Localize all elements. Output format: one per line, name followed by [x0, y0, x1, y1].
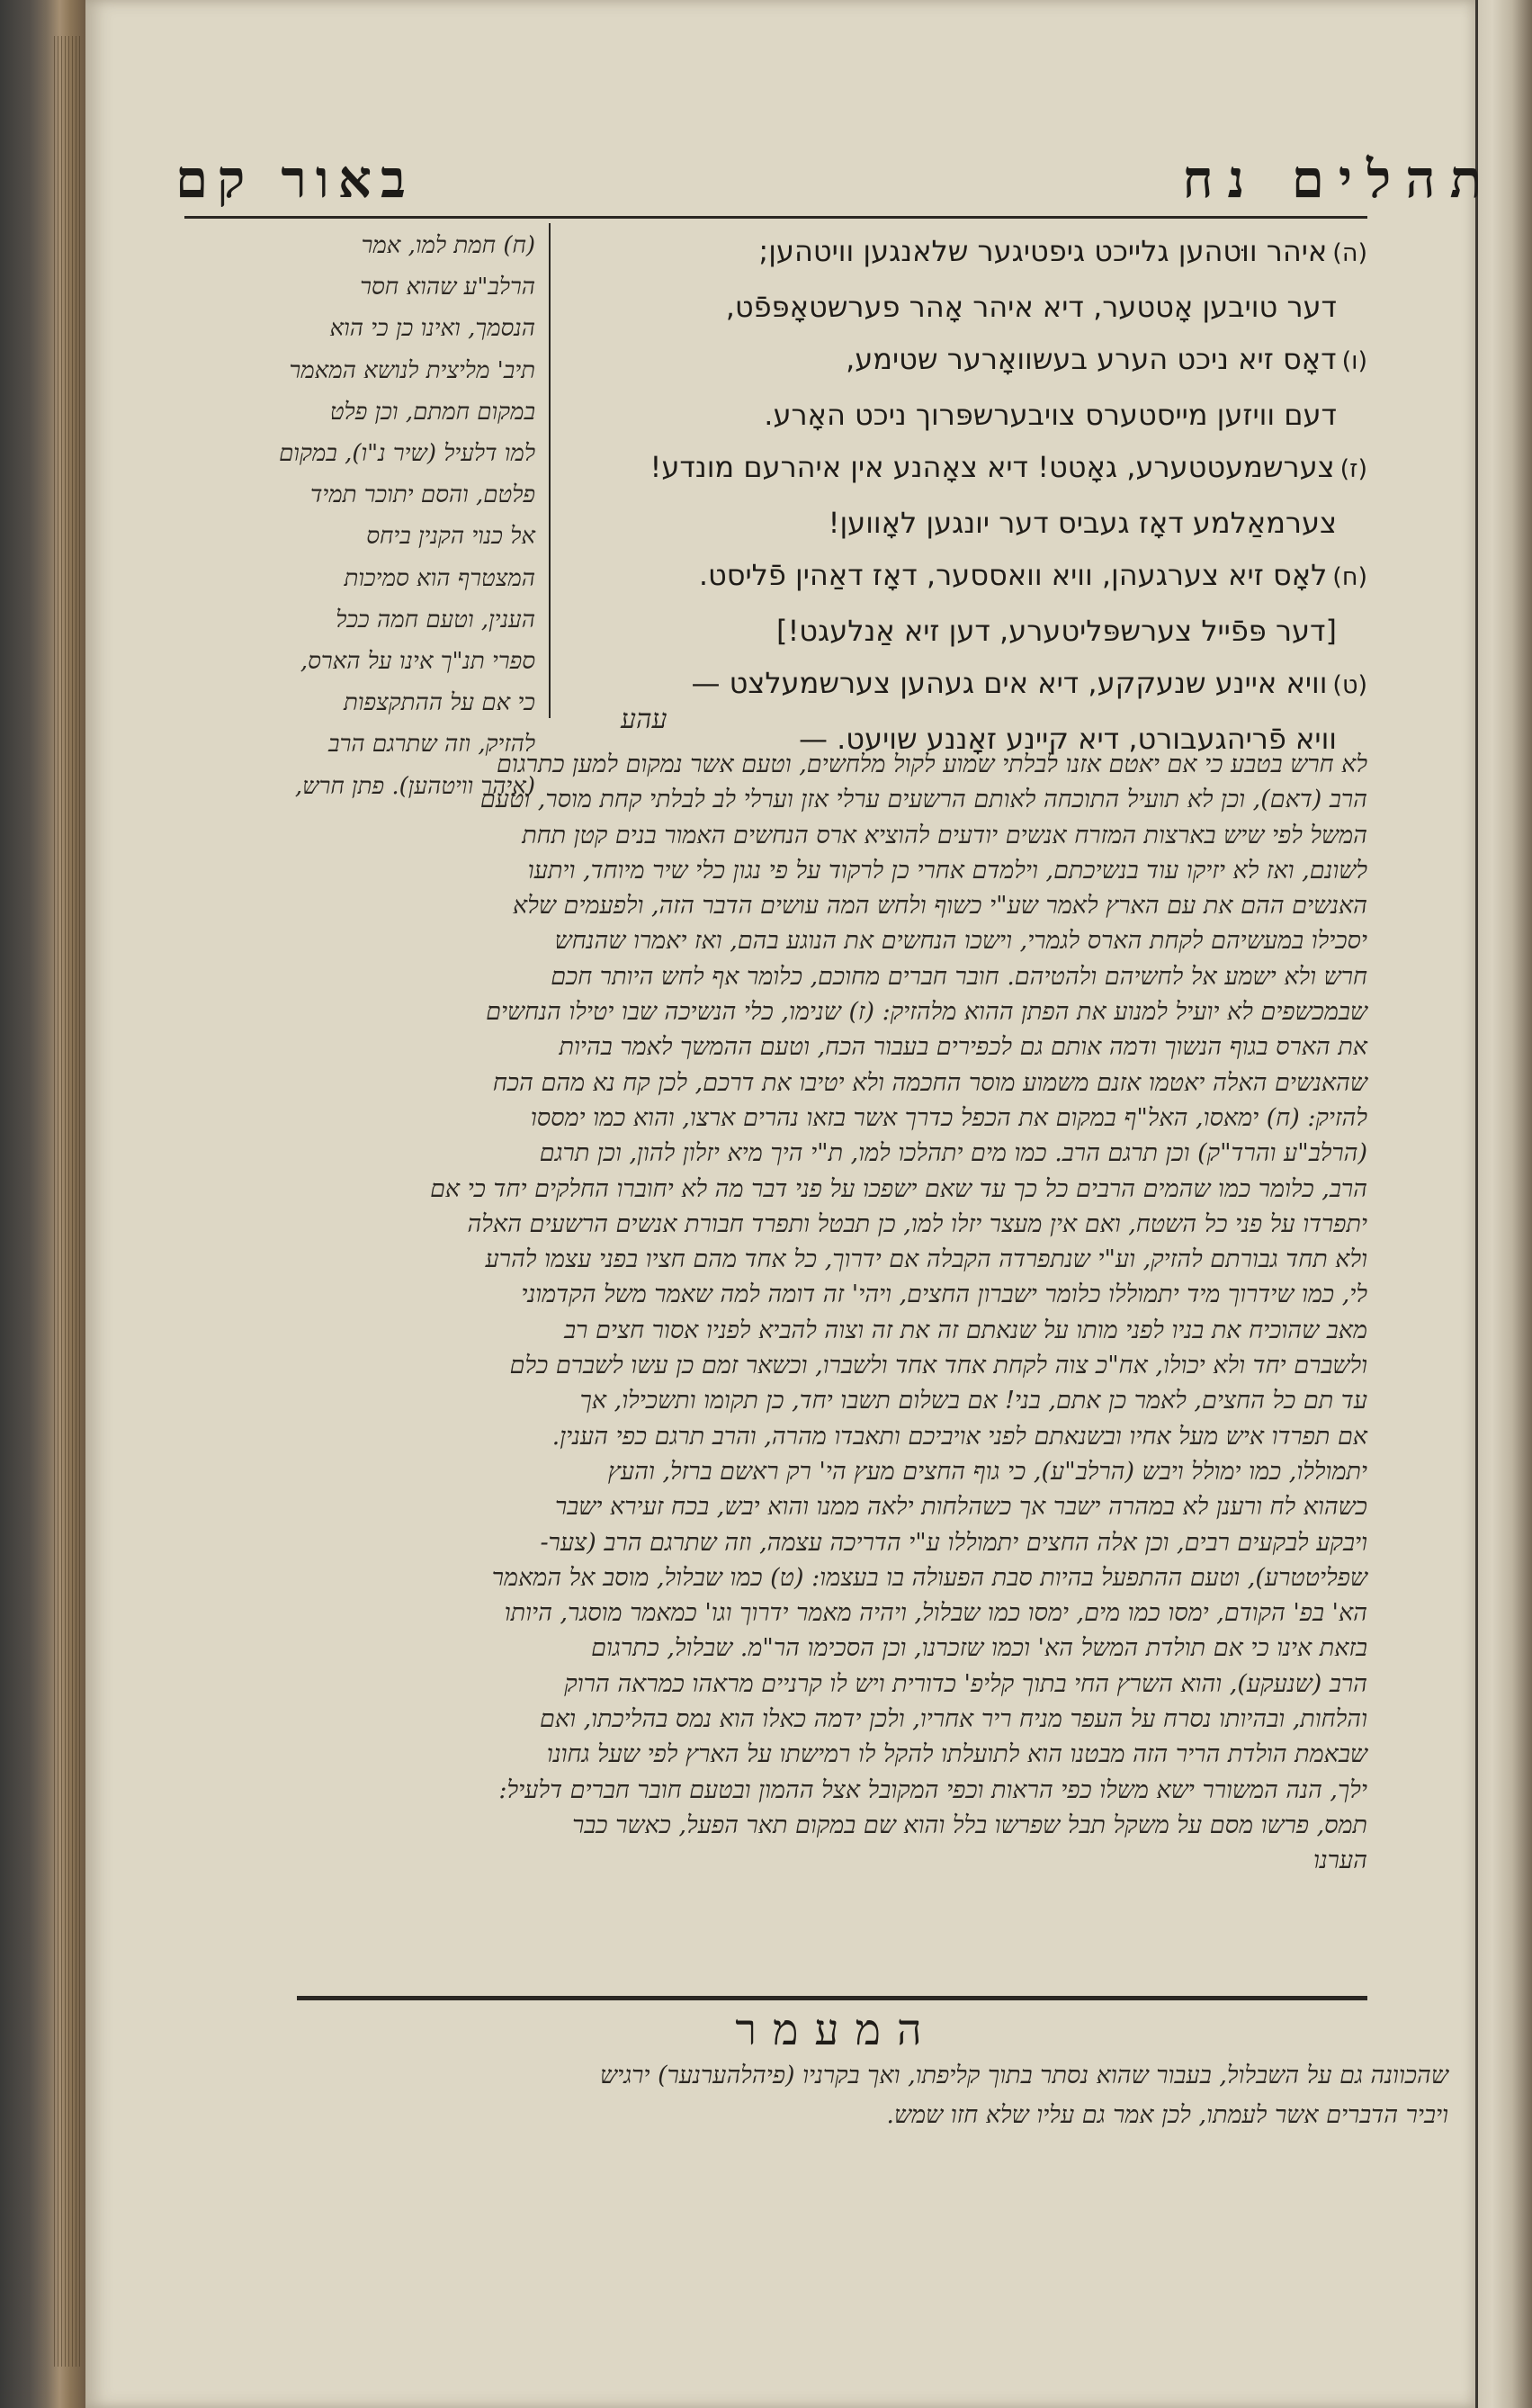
commentary-line: את הארס בגוף הנשוך ודמה אותם גם לכפירים בעבור הכח, וטעם ההמשך לאמר בהיות [559, 1033, 1367, 1062]
commentary-line: חרש ולא ישמע אל לחשיהם ולהטיהם. חובר חברים מחוכם, כלומר אף לחש היותר חכם [551, 962, 1367, 991]
commentary-line: שבאמת הולדת הריר הזה מבטנו הוא לתועלתו להקל לו רמישתו על הארץ לפי שעל גחונו [546, 1740, 1367, 1769]
verse-number: (ה) [1332, 239, 1367, 267]
commentary-line: לי, כמו שידרוך מיד יתמוללו כלומר ישברון החצים, ויהי' זה דומה למה שאמר משל הקדמוני [521, 1280, 1367, 1309]
verse-text: וויא פֿריהגעבורט, דיא קיינע זאָננע שויעט. — [798, 721, 1337, 756]
adjacent-page-edge [1475, 0, 1532, 2408]
main-commentary [184, 747, 1367, 1879]
commentary-line: למו דלעיל (שיר נ"ו), במקום [279, 440, 535, 468]
commentary-line: ויבקע לבקעים רבים, וכן אלה החצים יתמוללו ע"י הדריכה עצמה, וזה שתרגם הרב (צער- [540, 1528, 1367, 1557]
verse-number: (ח) [1332, 563, 1367, 591]
psalm-verses [567, 225, 1367, 765]
commentary-line: לשונם, ואז לא יזיקו עוד בנשיכתם, וילמדם אחרי כן לרקוד על פי נגון כלי שיר מיוחד, ויתעו [527, 856, 1367, 885]
commentary-line: הנסמך, ואינו כן כי הוא [329, 315, 535, 343]
commentary-line: האנשים ההם את עם הארץ לאמר שע"י כשוף ולחש המה עושים הדבר הזה, ולפעמים שלא [513, 892, 1367, 921]
commentary-line: הרב (שנעקע), והוא השרץ החי בתוך קליפ' כדורית ויש לו קרניים מראהו כמראה הרוק [564, 1669, 1367, 1698]
commentary-line: הערנו [1313, 1846, 1367, 1875]
commentary-line: מאב שהוכיח את בניו לפני מותו על שנאתם זה את זה וצוה להביא לפניו אסור חצים רב [564, 1316, 1367, 1344]
commentary-line: הרלב"ע שהוא חסר [360, 274, 535, 301]
commentary-line: יסכילו במעשיהם לקחת הארס לגמרי, וישכו הנחשים את הנוגע בהם, ואז יאמרו שהנחש [554, 927, 1367, 956]
commentary-line: כשהוא לח ורענן לא במהרה ישבר אך כשהלחות ילאה ממנו והוא יבש, בכח זעירא ישבר [555, 1493, 1367, 1522]
commentary-line: המצטרף הוא סמיכות [344, 564, 535, 592]
verse-text: דער טויבען אָטטער, דיא איהר אָהר פערשטאָפּפֿט, [725, 289, 1337, 324]
commentary-line: הרב, כלומר כמו שהמים הרבים כל כך עד שאם ישפכו על פני דבר מה לא יחוברו החלקים יחד כי אם [430, 1174, 1367, 1203]
commentary-line: יתפרדו על פני כל השטח, ואם אין מעצר יזלו למו, כן תבטל ותפרד חבורת אנשים הרשעים האלה [467, 1209, 1367, 1238]
section-rule [297, 1996, 1367, 2000]
commentary-line: תמס, פרשו מסם על משקל תבל שפרשו בלל והוא שם במקום תאר הפעל, כאשר כבר [572, 1810, 1367, 1839]
commentary-line: להזיק: (ח) ימאסו, האל"ף במקום את הכפל כדרך אשר בזאו נהרים ארצו, והוא כמו ימססו [530, 1103, 1367, 1132]
commentary-line: תיב' מליצית לנושא המאמר [289, 356, 535, 384]
commentary-line: הא' בפ' הקודם, ימסו כמו מים, ימסו כמו שבלול, ויהיה מאמר ידרוך וגו' כמאמר מוסגר, היותו [504, 1599, 1367, 1628]
page-edges [54, 36, 81, 2367]
commentary-line: והלחות, ובהיותו נסרח על העפר מניח ריר אחריו, ולכן ידמה כאלו הוא נמס בהליכתו, ואם [540, 1705, 1367, 1734]
book-title: תהלים נח [1182, 148, 1496, 210]
side-commentary [184, 225, 535, 807]
commentary-line: שבמכשפים לא יועיל למנוע את הפתן ההוא מלהזיק: (ז) שנימו, כלי הנשיכה שבו יטילו הנחשים [486, 998, 1367, 1027]
commentary-line: להזיק, וזה שתרגם הרב [328, 731, 535, 759]
commentary-line: הענין, וטעם חמה ככל [336, 606, 535, 633]
commentary-line: בזאת אינו כי אם תולדת המשל הא' וכמו שזכרנו, וכן הסכימו הר"מ. שבלול, כתרגום [591, 1634, 1367, 1663]
verse-text: איהר ווּטהען גלייכט גיפטיגער שלאנגען וויטהען; [758, 234, 1328, 268]
verse-text: [דער פּפֿייל צערשפּליטערע, דען זיא אַנלעגט!] [775, 613, 1337, 648]
verse-text: דעם וויזען מייסטערס צויבערשפּרוך ניכט האָרע. [764, 397, 1337, 432]
verse-text: צערשמעטטערע, גאָטט! דיא צאָהנע אין איהרעם מונדע! [650, 450, 1335, 484]
verse-line [567, 225, 1367, 281]
commentary-line: (איהר וויטהען). פתן חרש, [294, 772, 535, 800]
verse-text: וויא איינע שנעקקע, דיא אים געהען צערשמעלצט — [691, 666, 1328, 700]
hameamer-text [279, 2056, 1448, 2135]
commentary-line: ולשברם יחד ולא יכולו, אח"כ צוה לקחת אחד אחד ולשברו, וכשאר זמם כן עשו לשברם כלם [509, 1352, 1367, 1380]
verse-line [567, 549, 1367, 605]
commentary-title: באור קם [175, 148, 415, 210]
verse-line [567, 333, 1367, 389]
commentary-line: ספרי תנ"ך אינו על הארס, [300, 648, 535, 676]
hameamer-title: המעמר [735, 2005, 938, 2055]
book-spine [0, 0, 85, 2408]
verse-number: (ו) [1341, 347, 1367, 375]
commentary-line: ולא תחד גבורתם להזיק, וע"י שנתפרדה הקבלה אם ידרוך, כל אחד מהם חציו בפני עצמו להרע [485, 1245, 1367, 1274]
verse-number: (ז) [1339, 455, 1367, 483]
commentary-line: אל כנוי הקנין ביחס [366, 523, 535, 551]
verse-number: (ט) [1332, 671, 1367, 699]
header-rule [184, 216, 1367, 219]
commentary-line: (ח) חמת למו, אמר [361, 232, 535, 259]
commentary-line: הרב (דאם), וכן לא תועיל התוכחה לאותם הרשעים ערלי אזן וערלי לב לבלתי קחת מוסר, וטעם [479, 786, 1367, 814]
verse-line [567, 281, 1367, 334]
hameamer-line: שהכוונה גם על השבלול, בעבור שהוא נסתר בתוך קליפתו, ואך בקרניו (פיהלהערנער) ירגיש [600, 2062, 1448, 2089]
hameamer-line: ויביר הדברים אשר לעמתו, לכן אמר גם עליו שלא חזו שמש. [886, 2101, 1448, 2129]
verse-text: לאָס זיא צערגעהן, וויא וואססער, דאָז דאַהין פֿליסט. [698, 558, 1328, 592]
commentary-line: ילך, הנה המשורר ישא משלו כפי הראות וכפי המקובל אצל ההמון ובטעם חובר חברים דלעיל: [498, 1775, 1367, 1804]
commentary-line: (הרלב"ע והרד"ק) וכן תרגם הרב. כמו מים יתהלכו למו, ת"י היך מיא יזלון להון, וכן תרגם [539, 1139, 1367, 1168]
verse-text: צערמאַלמע דאָז געביס דער יונגען לאָווען! [828, 505, 1337, 540]
commentary-line: פלטם, והסם יתוכר תמיד [310, 481, 535, 509]
verse-line [567, 497, 1367, 550]
verse-line [567, 389, 1367, 442]
commentary-line: לא חרש בטבע כי אם יאטם אזנו לבלתי שמוע לקול מלחשים, וטעם אשר נמקום למען כתרגום [496, 750, 1367, 778]
commentary-line: עד תם כל החצים, לאמר כן אתם, בני! אם בשלום תשבו יחד, כן תקומו ותשכילו, אך [579, 1387, 1367, 1415]
verse-line [567, 441, 1367, 497]
verse-line [567, 605, 1367, 658]
commentary-line: אם תפרדו איש מעל אחיו ובשנאתם לפני אויביכם ותאבדו מהרה, והרב תרגם כפי הענין. [551, 1422, 1367, 1451]
commentary-line: כי אם על ההתקצפות [343, 689, 535, 717]
commentary-line: יתמוללו, כמו ימולל ויבש (הרלב"ע), כי גוף החצים מעץ הי' רק ראשם ברזל, והעץ [607, 1457, 1367, 1486]
commentary-line: שהאנשים האלה יאטמו אזנם משמוע מוסר החכמה ולא יטיבו את דרכם, לכן קח נא מהם הכח [492, 1068, 1367, 1097]
commentary-line: שפליטטרע), וטעם ההתפעל בהיות סבת הפעולה בו בעצמו: (ט) כמו שבלול, מוסב אל המאמר [491, 1563, 1367, 1592]
verse-text: דאָס זיא ניכט הערע בעשוואָרער שטימע, [846, 342, 1337, 376]
commentary-line: המשל לפי שיש בארצות המזרח אנשים יודעים להוציא ארס הנחשים האמור בנים קטן תחת [522, 821, 1367, 849]
catchword: עהע [621, 704, 667, 735]
commentary-line: במקום חמתם, וכן פלט [329, 398, 535, 426]
verse-line [567, 657, 1367, 713]
column-divider [549, 223, 551, 718]
